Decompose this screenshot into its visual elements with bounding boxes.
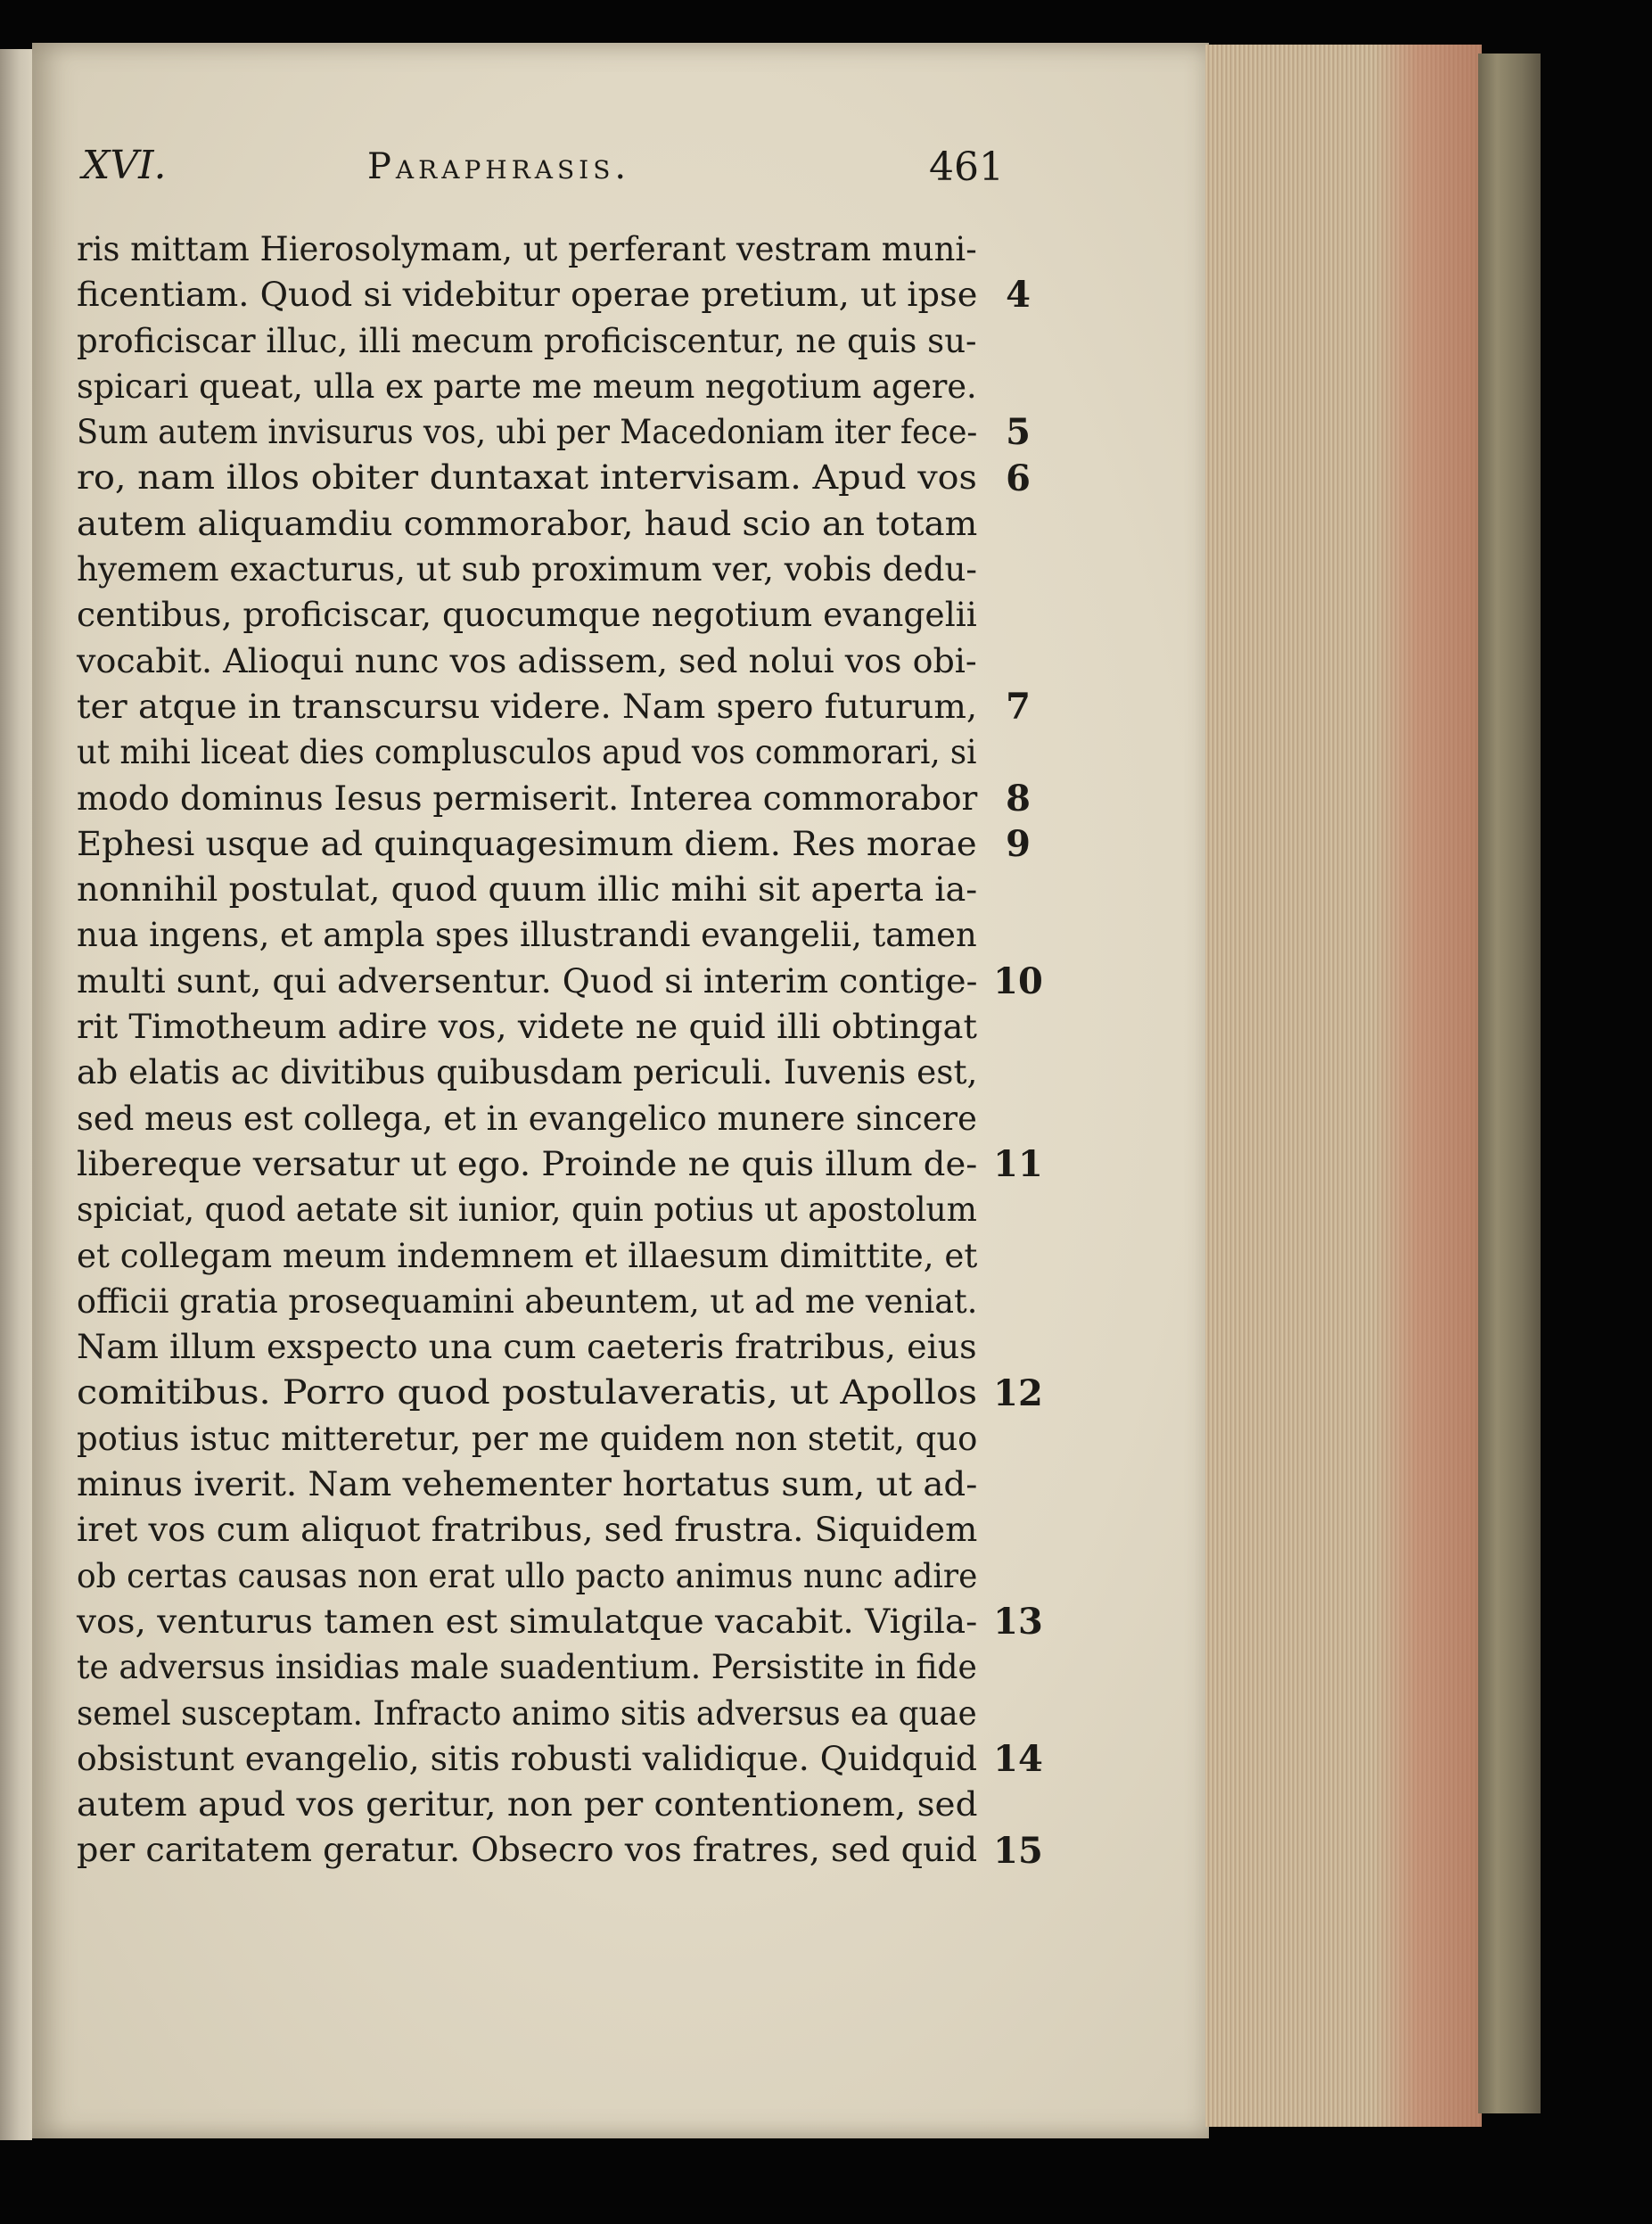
text-line xyxy=(77,1782,986,1827)
text-line-content: et collegam meum indemnem et illaesum dimittite, et xyxy=(77,1235,978,1275)
text-line-content: modo dominus Iesus permiserit. Interea commorabor xyxy=(77,778,978,818)
verse-number: 14 xyxy=(993,1737,1043,1780)
text-line xyxy=(77,1004,986,1050)
text-line-content: iret vos cum aliquot fratribus, sed frustra. Siquidem xyxy=(77,1510,978,1550)
verse-number: 6 xyxy=(1006,457,1031,499)
verse-number: 8 xyxy=(1006,777,1031,820)
text-line-content: per caritatem geratur. Obsecro vos fratres, sed quid xyxy=(77,1830,978,1870)
verse-number: 13 xyxy=(993,1601,1043,1643)
text-line xyxy=(77,364,986,409)
text-line xyxy=(77,821,986,867)
text-line-content: Ephesi usque ad quinquagesimum diem. Res morae xyxy=(77,823,977,863)
text-line xyxy=(77,959,986,1004)
text-line-content: multi sunt, qui adversentur. Quod si interim contige- xyxy=(77,960,978,1001)
text-line xyxy=(77,547,986,592)
text-line-content: vos, venturus tamen est simulatque vacabit. Vigila- xyxy=(77,1601,978,1641)
page-block-edges xyxy=(1205,45,1482,2127)
verse-number: 5 xyxy=(1006,411,1031,454)
text-line-content: ficentiam. Quod si videbitur operae pretium, ut ipse xyxy=(77,275,978,315)
book-cover-edge xyxy=(1478,54,1541,2113)
text-line-content: ter atque in transcursu videre. Nam spero futurum, xyxy=(77,686,978,726)
text-line-content: Sum autem invisurus vos, ubi per Macedoniam iter fece- xyxy=(77,412,978,452)
text-line-content: hyemem exacturus, ut sub proximum ver, vobis dedu- xyxy=(77,549,977,589)
text-line-content: ut mihi liceat dies complusculos apud vos commorari, si xyxy=(77,732,977,772)
text-line-content: autem aliquamdiu commorabor, haud scio an totam xyxy=(77,503,978,543)
text-line-content: ris mittam Hierosolymam, ut perferant vestram muni- xyxy=(77,229,977,268)
chapter-number: XVI. xyxy=(82,143,167,188)
text-line-content: vocabit. Alioqui nunc vos adissem, sed nolui vos obi- xyxy=(77,640,977,680)
text-line-content: semel susceptam. Infracto animo sitis adversus ea quae xyxy=(77,1693,977,1733)
text-line xyxy=(77,1462,986,1507)
text-line xyxy=(77,867,986,912)
text-line xyxy=(77,1736,986,1782)
verse-number: 10 xyxy=(993,960,1043,1002)
text-line-content: ob certas causas non erat ullo pacto animus nunc adire xyxy=(77,1555,978,1595)
text-line-content: nua ingens, et ampla spes illustrandi evangelii, tamen xyxy=(77,915,977,955)
verse-number: 4 xyxy=(1006,274,1031,317)
text-line xyxy=(77,409,986,455)
text-line xyxy=(77,1233,986,1279)
text-line-content: autem apud vos geritur, non per contentionem, sed xyxy=(77,1784,978,1825)
text-line-content: obsistunt evangelio, sitis robusti validique. Quidquid xyxy=(77,1738,978,1778)
text-line xyxy=(77,776,986,821)
text-line xyxy=(77,1553,986,1599)
text-line-content: ro, nam illos obiter duntaxat intervisam. Apud vos xyxy=(77,457,977,498)
text-line xyxy=(77,1279,986,1324)
text-line-content: libereque versatur ut ego. Proinde ne quis illum de- xyxy=(77,1143,978,1183)
text-line xyxy=(77,272,986,317)
verse-number: 9 xyxy=(1006,822,1031,865)
text-line xyxy=(77,638,986,684)
text-line xyxy=(77,1507,986,1553)
text-line xyxy=(77,1096,986,1141)
text-line xyxy=(77,684,986,729)
body-text xyxy=(77,227,986,1874)
previous-page-edge xyxy=(0,49,32,2140)
text-line xyxy=(77,912,986,958)
text-line xyxy=(77,227,986,272)
verse-number: 7 xyxy=(1006,686,1031,728)
text-line xyxy=(77,1324,986,1370)
text-line xyxy=(77,1644,986,1690)
text-line xyxy=(77,1827,986,1873)
text-line xyxy=(77,1187,986,1232)
text-line-content: ab elatis ac divitibus quibusdam periculi. Iuvenis est, xyxy=(77,1052,978,1092)
text-line-content: rit Timotheum adire vos, videte ne quid illi obtingat xyxy=(77,1007,977,1047)
text-line xyxy=(77,1599,986,1644)
text-line-content: comitibus. Porro quod postulaveratis, ut Apollos xyxy=(77,1372,978,1413)
text-line xyxy=(77,1050,986,1095)
text-line-content: potius istuc mitteretur, per me quidem non stetit, quo xyxy=(77,1418,978,1458)
text-line xyxy=(77,592,986,638)
page-number: 461 xyxy=(929,144,1004,190)
text-line-content: sed meus est collega, et in evangelico munere sincere xyxy=(77,1098,977,1138)
text-line-content: Nam illum exspecto una cum caeteris fratribus, eius xyxy=(77,1327,977,1367)
text-line-content: te adversus insidias male suadentium. Persistite in fide xyxy=(77,1647,977,1687)
text-line xyxy=(77,1691,986,1736)
text-line xyxy=(77,455,986,500)
text-line xyxy=(77,1141,986,1187)
text-line-content: officii gratia prosequamini abeuntem, ut ad me veniat. xyxy=(77,1281,978,1321)
text-line xyxy=(77,318,986,364)
running-head-title: Paraphrasis. xyxy=(367,146,631,187)
verse-number: 15 xyxy=(993,1829,1043,1872)
text-line xyxy=(77,1416,986,1462)
text-line-content: proficiscar illuc, illi mecum proficiscentur, ne quis su- xyxy=(77,320,977,360)
text-line-content: centibus, proficiscar, quocumque negotium evangelii xyxy=(77,595,977,635)
verse-number: 12 xyxy=(993,1371,1043,1414)
text-line-content: nonnihil postulat, quod quum illic mihi sit aperta ia- xyxy=(77,869,978,910)
running-head xyxy=(37,143,1018,205)
text-line xyxy=(77,729,986,775)
text-line-content: minus iverit. Nam vehementer hortatus sum, ut ad- xyxy=(77,1464,978,1504)
text-line-content: spiciat, quod aetate sit iunior, quin potius ut apostolum xyxy=(77,1190,977,1230)
text-line-content: spicari queat, ulla ex parte me meum negotium agere. xyxy=(77,366,977,406)
text-line xyxy=(77,1370,986,1415)
text-line xyxy=(77,501,986,547)
verse-number: 11 xyxy=(993,1143,1043,1185)
